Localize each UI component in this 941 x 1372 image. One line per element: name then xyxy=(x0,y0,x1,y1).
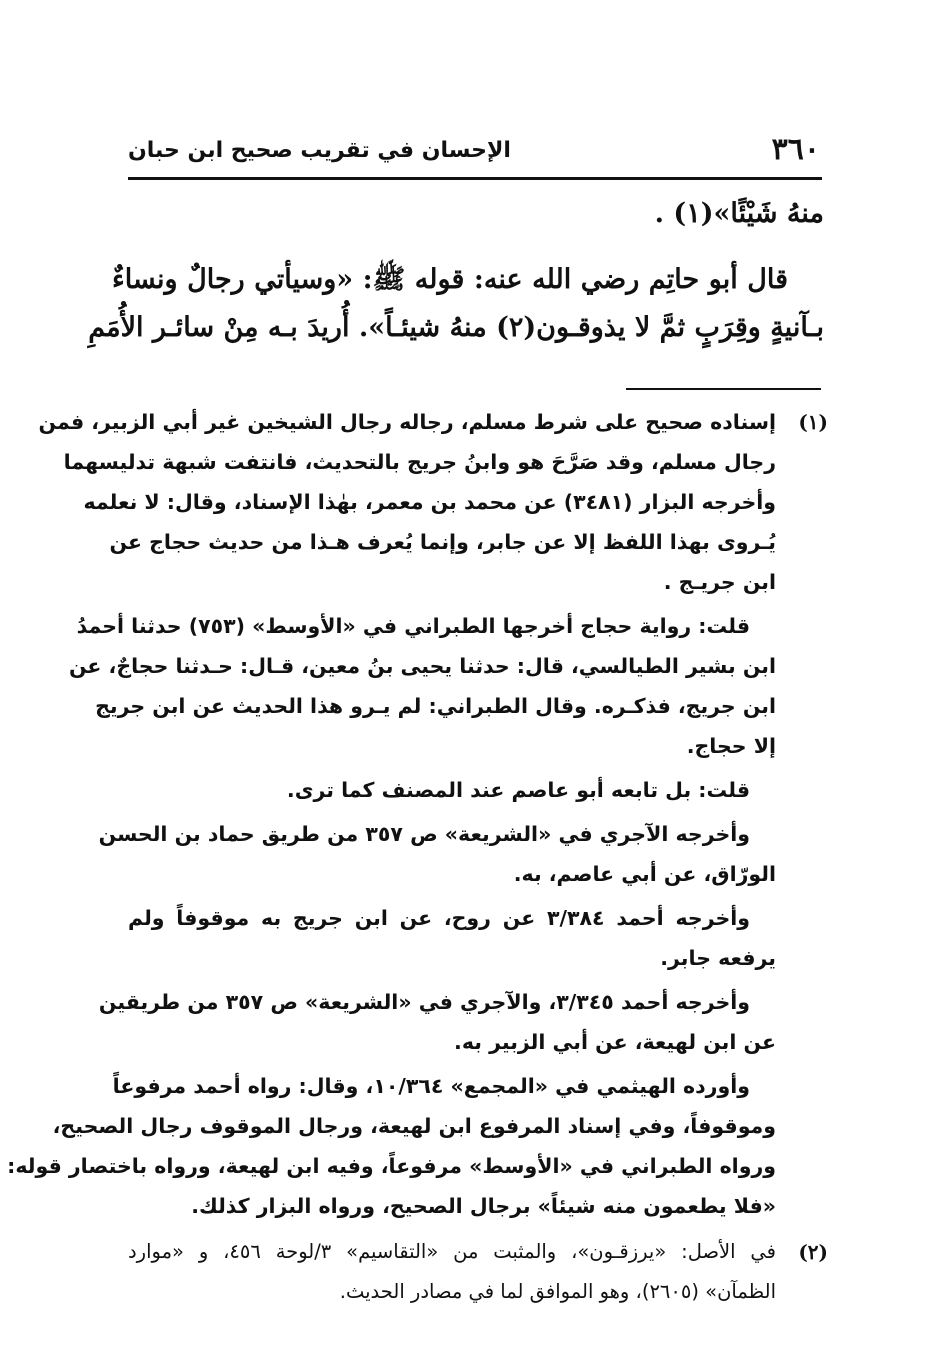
main-text-line: قال أبو حاتِم رضي الله عنه: قوله ﷺ: «وسيأتي رجالٌ ونساءٌ xyxy=(112,264,788,295)
main-paragraph xyxy=(88,256,824,352)
footnote-line: قلت: رواية حجاج أخرجها الطبراني في «الأوسط» (٧٥٣) حدثنا أحمدُ xyxy=(76,614,750,638)
footnote-line: ورواه الطبراني في «الأوسط» مرفوعاً، وفيه ابن لهيعة، ورواه باختصار قوله: xyxy=(7,1154,776,1178)
footnote-line: إسناده صحيح على شرط مسلم، رجاله رجال الشيخين غير أبي الزبير، فمن xyxy=(38,410,776,434)
footnote-line: وأخرجه الآجري في «الشريعة» ص ٣٥٧ من طريق حماد بن الحسن xyxy=(98,822,750,846)
footnote-paragraph xyxy=(98,982,776,1062)
footnote-line: وأورده الهيثمي في «المجمع» ١٠/٣٦٤، وقال: رواه أحمد مرفوعاً xyxy=(112,1074,750,1098)
footnote-line: إلا حجاج. xyxy=(686,734,776,758)
footnote-paragraph xyxy=(98,814,776,894)
footnote-line: وأخرجه أحمد ٣/٣٨٤ عن روح، عن ابن جريج به موقوفاً ولم xyxy=(128,906,750,930)
footnote-line: ابن جريج، فذكـره. وقال الطبراني: لم يـرو هذا الحديث عن ابن جريج xyxy=(95,694,776,718)
footnote-line: قلت: بل تابعه أبو عاصم عند المصنف كما ترى. xyxy=(286,778,750,802)
footnote-line: ابن جريـج . xyxy=(663,570,776,594)
running-title: الإحسان في تقريب صحيح ابن حبان xyxy=(128,138,511,163)
main-text-line: بـآنيةٍ وقِرَبٍ ثمَّ لا يذوقـون(٢) منهُ شيئـاً». أُريدَ بـه مِنْ سائـر الأُمَمِ xyxy=(88,312,824,343)
footnote-2 xyxy=(128,1232,828,1312)
footnote-line: في الأصل: «يرزقـون»، والمثبت من «التقاسيم» ٣/لوحة ٤٥٦، و «موارد xyxy=(128,1240,777,1263)
page-header xyxy=(128,132,822,172)
footnote-line: الورّاق، عن أبي عاصم، به. xyxy=(513,862,776,886)
footnote-paragraph xyxy=(68,606,776,766)
footnote-marker: (١) xyxy=(798,410,828,434)
footnote-line: عن ابن لهيعة، عن أبي الزبير به. xyxy=(454,1030,776,1054)
main-text xyxy=(88,190,824,352)
footnote-line: يُـروى بهذا اللفظ إلا عن جابر، وإنما يُعرف هـذا من حديث حجاج عن xyxy=(109,530,776,554)
footnote-line: «فلا يطعمون منه شيئاً» برجال الصحيح، ورواه البزار كذلك. xyxy=(191,1194,776,1218)
footnote-line: ابن بشير الطيالسي، قال: حدثنا يحيى بنُ معين، قـال: حـدثنا حجاجٌ، عن xyxy=(68,654,776,678)
page-number: ٣٦٠ xyxy=(771,132,820,167)
footnote-1 xyxy=(7,402,828,1226)
footnote-line: يرفعه جابر. xyxy=(660,946,776,970)
footnote-rule xyxy=(626,388,821,390)
main-text-line: منهُ شَيْئًا»(١) . xyxy=(654,198,824,229)
footnote-paragraph xyxy=(128,898,776,978)
footnote-line: الظمآن» (٢٦٠٥)، وهو الموافق لما في مصادر الحديث. xyxy=(339,1280,776,1303)
footnote-line: رجال مسلم، وقد صَرَّحَ هو وابنُ جريج بالتحديث، فانتفت شبهة تدليسهما xyxy=(63,450,776,474)
footnote-paragraph xyxy=(7,1066,776,1226)
footnote-line: وأخرجه البزار (٣٤٨١) عن محمد بن معمر، بهٰذا الإسناد، وقال: لا نعلمه xyxy=(83,490,776,514)
footnote-line: وأخرجه أحمد ٣/٣٤٥، والآجري في «الشريعة» ص ٣٥٧ من طريقين xyxy=(98,990,750,1014)
header-rule xyxy=(128,177,822,180)
footnote-line: وموقوفاً، وفي إسناد المرفوع ابن لهيعة، ورجال الموقوف رجال الصحيح، xyxy=(52,1114,776,1138)
footnote-paragraph xyxy=(128,770,776,810)
footnote-paragraph xyxy=(38,402,776,602)
footnotes xyxy=(7,398,828,1312)
footnote-marker: (٢) xyxy=(798,1240,828,1264)
